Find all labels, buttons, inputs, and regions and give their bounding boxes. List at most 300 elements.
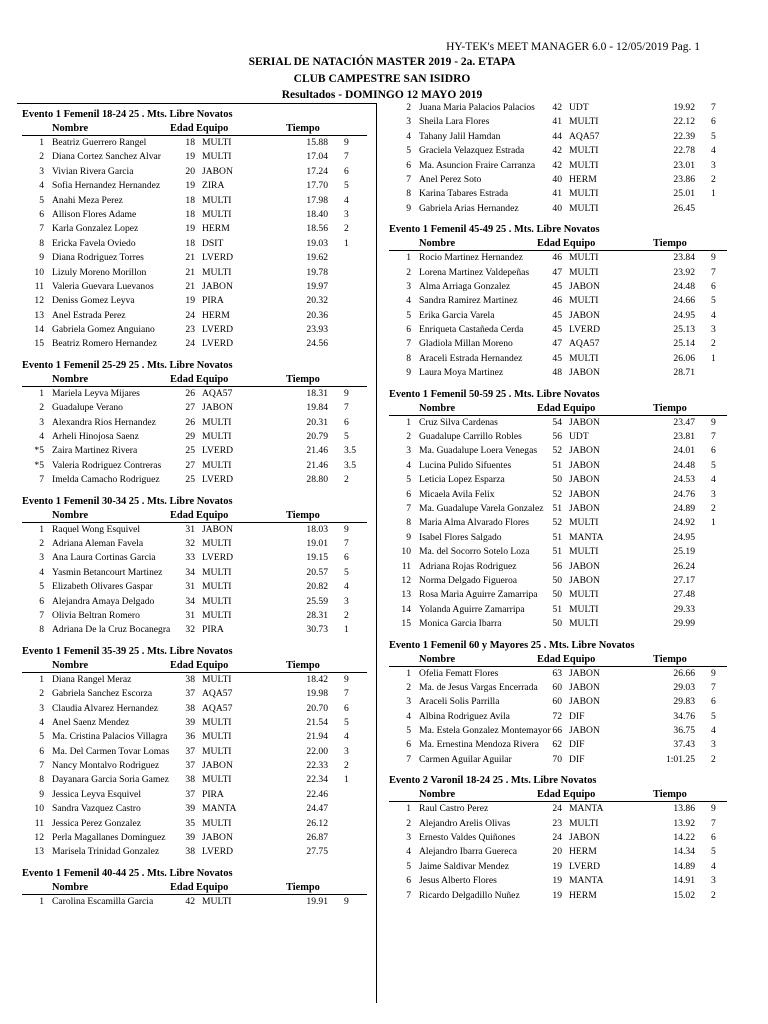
- col-header-tiempo: Tiempo: [286, 659, 320, 671]
- place: 7: [39, 760, 44, 772]
- team: DIF: [569, 710, 585, 722]
- team: JABON: [569, 416, 600, 428]
- time: 25.01: [673, 188, 695, 200]
- team: LVERD: [569, 860, 601, 872]
- place: 5: [406, 474, 411, 486]
- team: MULTI: [202, 566, 232, 578]
- team: JABON: [569, 502, 600, 514]
- meet-venue: CLUB CAMPESTRE SAN ISIDRO: [293, 73, 471, 85]
- result-row: [389, 831, 727, 845]
- place: 5: [39, 581, 44, 593]
- col-header-equipo: Equipo: [563, 238, 596, 250]
- result-row: [22, 266, 367, 280]
- team: JABON: [569, 459, 600, 471]
- swimmer-name: Jesus Alberto Flores: [419, 875, 497, 887]
- points: 3: [344, 745, 349, 757]
- result-row: [389, 724, 727, 738]
- result-row: [389, 667, 727, 681]
- points: 6: [711, 696, 716, 708]
- age: 72: [552, 710, 562, 722]
- swimmer-name: Anahi Meza Perez: [52, 194, 123, 206]
- result-row: [389, 753, 727, 767]
- results-date: Resultados - DOMINGO 12 MAYO 2019: [281, 89, 483, 101]
- age: 37: [185, 760, 195, 772]
- result-row: [22, 716, 367, 730]
- age: 19: [185, 295, 195, 307]
- swimmer-name: Lizuly Moreno Morillon: [52, 266, 147, 278]
- col-header-edad: Edad: [170, 509, 194, 521]
- place: 9: [39, 252, 44, 264]
- place: 2: [39, 537, 44, 549]
- age: 41: [552, 188, 562, 200]
- time: 19.97: [306, 280, 328, 292]
- time: 24.95: [673, 309, 695, 321]
- swimmer-name: Laura Moya Martinez: [419, 367, 504, 379]
- team: MANTA: [569, 803, 604, 815]
- team: JABON: [569, 667, 600, 679]
- age: 25: [185, 445, 195, 457]
- points: 5: [711, 295, 716, 307]
- points: 4: [344, 731, 349, 743]
- place: 1: [406, 667, 411, 679]
- time: 22.46: [306, 788, 328, 800]
- age: 19: [552, 889, 562, 901]
- team: MULTI: [202, 431, 232, 443]
- team: MULTI: [569, 546, 599, 558]
- result-row: [389, 531, 727, 545]
- team: JABON: [569, 488, 600, 500]
- points: 4: [711, 309, 716, 321]
- time: 24.95: [673, 531, 695, 543]
- place: 8: [39, 624, 44, 636]
- time: 21.46: [306, 459, 328, 471]
- result-row: [389, 574, 727, 588]
- age: 32: [185, 537, 195, 549]
- team: MULTI: [569, 295, 599, 307]
- swimmer-name: Micaela Avila Felix: [419, 488, 495, 500]
- time: 24.92: [673, 517, 695, 529]
- swimmer-name: Alejandro Arelis Olivas: [419, 817, 511, 829]
- age: 62: [552, 739, 562, 751]
- place: 11: [401, 560, 411, 572]
- points: 5: [711, 130, 716, 142]
- result-row: [389, 202, 727, 216]
- time: 15.02: [673, 889, 695, 901]
- time: 14.34: [673, 846, 695, 858]
- swimmer-name: Juana Maria Palacios Palacios: [419, 102, 535, 113]
- swimmer-name: Carolina Escamilla Garcia: [52, 895, 154, 907]
- result-row: [389, 130, 727, 144]
- swimmer-name: Gladiola Millan Moreno: [419, 338, 513, 350]
- time: 17.24: [306, 165, 328, 177]
- time: 19.91: [306, 895, 328, 907]
- age: 46: [552, 295, 562, 307]
- event-block: [22, 359, 367, 488]
- points: 6: [711, 832, 716, 844]
- event-block: [22, 108, 367, 352]
- swimmer-name: Ana Laura Cortinas Garcia: [52, 552, 156, 564]
- team: JABON: [569, 367, 600, 379]
- team: AQA57: [202, 387, 233, 399]
- col-header-edad: Edad: [537, 402, 561, 414]
- age: 42: [552, 159, 562, 171]
- team: MULTI: [569, 266, 599, 278]
- result-row: [389, 817, 727, 831]
- col-header-tiempo: Tiempo: [286, 881, 320, 893]
- time: 13.86: [673, 803, 695, 815]
- place: 1: [39, 137, 44, 148]
- col-header-edad: Edad: [170, 881, 194, 893]
- points: 5: [344, 566, 349, 578]
- points: 6: [344, 165, 349, 177]
- time: 30.73: [306, 624, 328, 636]
- team: JABON: [569, 560, 600, 572]
- swimmer-name: Guadalupe Verano: [52, 402, 123, 414]
- col-header-edad: Edad: [170, 659, 194, 671]
- time: 21.94: [306, 731, 328, 743]
- age: 42: [552, 102, 562, 113]
- place: 6: [406, 159, 411, 171]
- result-row: [389, 280, 727, 294]
- time: 13.92: [673, 817, 695, 829]
- swimmer-name: Valeria Rodriguez Contreras: [52, 459, 162, 471]
- points: 9: [344, 895, 349, 907]
- age: 31: [185, 581, 195, 593]
- swimmer-name: Arheli Hinojosa Saenz: [52, 431, 139, 443]
- age: 24: [185, 338, 195, 350]
- time: 18.31: [306, 387, 328, 399]
- age: 26: [185, 387, 195, 399]
- swimmer-name: Dayanara Garcia Soria Gamez: [52, 774, 169, 786]
- place: 6: [39, 745, 44, 757]
- age: 45: [552, 280, 562, 292]
- header-divider: [17, 103, 376, 104]
- time: 26.06: [673, 352, 695, 364]
- result-row: [22, 473, 367, 487]
- team: JABON: [202, 832, 233, 844]
- swimmer-name: Carmen Aguilar Aguilar: [419, 753, 512, 765]
- swimmer-name: Deniss Gomez Leyva: [52, 295, 135, 307]
- time: 28.80: [306, 474, 328, 486]
- team: AQA57: [202, 702, 233, 714]
- place: 1: [39, 895, 44, 907]
- event-block: [389, 639, 727, 768]
- time: 14.89: [673, 860, 695, 872]
- event-title: Evento 1 Femenil 25-29 25 . Mts. Libre Novatos: [22, 359, 233, 371]
- age: 54: [552, 416, 562, 428]
- place: 5: [39, 731, 44, 743]
- age: 56: [552, 560, 562, 572]
- col-header-edad: Edad: [537, 789, 561, 801]
- time: 22.33: [306, 760, 328, 772]
- team: MULTI: [569, 202, 599, 214]
- time: 24.48: [673, 280, 695, 292]
- swimmer-name: Norma Delgado Figueroa: [419, 574, 518, 586]
- age: 38: [185, 673, 195, 685]
- team: PIRA: [202, 788, 224, 800]
- event-title: Evento 1 Femenil 35-39 25 . Mts. Libre Novatos: [22, 645, 233, 657]
- col-header-equipo: Equipo: [563, 653, 596, 665]
- swimmer-name: Beatriz Guerrero Rangel: [52, 137, 147, 148]
- result-row: [22, 222, 367, 236]
- points: 9: [711, 416, 716, 428]
- team: MULTI: [202, 416, 232, 428]
- place: 14: [401, 603, 411, 615]
- time: 27.48: [673, 589, 695, 601]
- place: 1: [406, 252, 411, 264]
- swimmer-name: Ernesto Valdes Quiñones: [419, 832, 516, 844]
- team: MULTI: [202, 673, 232, 685]
- col-header-equipo: Equipo: [196, 509, 229, 521]
- swimmer-name: Allison Flores Adame: [52, 208, 137, 220]
- age: 50: [552, 474, 562, 486]
- age: 21: [185, 266, 195, 278]
- team: MANTA: [569, 531, 604, 543]
- points: 3: [711, 159, 716, 171]
- age: 51: [552, 502, 562, 514]
- time: 17.98: [306, 194, 328, 206]
- team: MULTI: [569, 145, 599, 157]
- team: LVERD: [569, 324, 601, 336]
- column-headers: [389, 653, 727, 667]
- place: 11: [34, 817, 44, 829]
- time: 29.83: [673, 696, 695, 708]
- age: 50: [552, 574, 562, 586]
- col-header-tiempo: Tiempo: [653, 238, 687, 250]
- points: 7: [344, 688, 349, 700]
- time: 25.13: [673, 324, 695, 336]
- col-header-edad: Edad: [170, 373, 194, 385]
- place: 4: [406, 846, 411, 858]
- col-header-name: Nombre: [52, 123, 89, 134]
- place: 8: [39, 237, 44, 249]
- age: 37: [185, 688, 195, 700]
- points: 9: [344, 137, 349, 148]
- swimmer-name: Sandra Vazquez Castro: [52, 803, 141, 815]
- team: JABON: [569, 445, 600, 457]
- swimmer-name: Diana Cortez Sanchez Alvar: [52, 151, 161, 163]
- swimmer-name: Tahany Jalil Hamdan: [419, 130, 501, 142]
- result-row: [389, 560, 727, 574]
- place: 10: [34, 803, 44, 815]
- time: 23.86: [673, 173, 695, 185]
- col-header-name: Nombre: [52, 659, 89, 671]
- age: 38: [185, 846, 195, 858]
- age: 24: [552, 803, 562, 815]
- column-headers: [22, 659, 367, 673]
- time: 23.92: [673, 266, 695, 278]
- result-row: [22, 673, 367, 687]
- place: 9: [406, 367, 411, 379]
- place: 9: [39, 788, 44, 800]
- points: 4: [711, 474, 716, 486]
- place: 8: [406, 352, 411, 364]
- result-row: [389, 430, 727, 444]
- points: 4: [711, 725, 716, 737]
- age: 35: [185, 817, 195, 829]
- age: 50: [552, 589, 562, 601]
- swimmer-name: Rocio Martinez Hernandez: [419, 252, 523, 264]
- swimmer-name: Mariela Leyva Mijares: [52, 387, 140, 399]
- result-row: [22, 430, 367, 444]
- points: 5: [344, 716, 349, 728]
- time: 26.24: [673, 560, 695, 572]
- result-row: [22, 759, 367, 773]
- swimmer-name: Diana Rangel Meraz: [52, 673, 132, 685]
- place: 8: [39, 774, 44, 786]
- place: 13: [34, 846, 44, 858]
- result-row: [22, 337, 367, 351]
- result-row: [22, 802, 367, 816]
- team: MULTI: [202, 194, 232, 206]
- col-header-tiempo: Tiempo: [653, 789, 687, 801]
- place: 3: [39, 702, 44, 714]
- age: 19: [552, 860, 562, 872]
- result-row: [389, 488, 727, 502]
- team: MANTA: [202, 803, 237, 815]
- place: 7: [406, 753, 411, 765]
- points: 6: [344, 552, 349, 564]
- result-row: [22, 595, 367, 609]
- points: 3: [344, 208, 349, 220]
- team: MULTI: [569, 618, 599, 630]
- swimmer-name: Yolanda Aguirre Zamarripa: [419, 603, 525, 615]
- team: UDT: [569, 431, 589, 443]
- time: 23.84: [673, 252, 695, 264]
- time: 19.62: [306, 252, 328, 264]
- swimmer-name: Sheila Lara Flores: [419, 116, 490, 128]
- age: 20: [185, 165, 195, 177]
- age: 60: [552, 696, 562, 708]
- team: MULTI: [569, 116, 599, 128]
- age: 18: [185, 237, 195, 249]
- place: 3: [406, 832, 411, 844]
- place: 2: [406, 102, 411, 113]
- swimmer-name: Claudia Alvarez Hernandez: [52, 702, 159, 714]
- points: 3: [711, 875, 716, 887]
- col-header-equipo: Equipo: [196, 123, 229, 134]
- team: MULTI: [202, 581, 232, 593]
- event-title: Evento 1 Femenil 45-49 25 . Mts. Libre Novatos: [389, 224, 600, 236]
- time: 20.32: [306, 295, 328, 307]
- result-row: [389, 115, 727, 129]
- result-row: [389, 459, 727, 473]
- swimmer-name: Anel Saenz Mendez: [52, 716, 130, 728]
- col-header-name: Nombre: [419, 653, 456, 665]
- team: DIF: [569, 753, 585, 765]
- age: 31: [185, 523, 195, 535]
- team: AQA57: [569, 130, 600, 142]
- age: 36: [185, 731, 195, 743]
- place: 9: [406, 202, 411, 214]
- place: *5: [34, 445, 44, 457]
- place: 2: [406, 431, 411, 443]
- place: 4: [406, 459, 411, 471]
- swimmer-name: Leticia Lopez Esparza: [419, 474, 505, 486]
- team: MULTI: [202, 151, 232, 163]
- swimmer-name: Ma. Estela Gonzalez Montemayor: [419, 725, 551, 737]
- swimmer-name: Alexandra Rios Hernandez: [52, 416, 156, 428]
- points: 2: [711, 502, 716, 514]
- team: MULTI: [569, 252, 599, 264]
- time: 36.75: [673, 725, 695, 737]
- age: 41: [552, 116, 562, 128]
- age: 32: [185, 624, 195, 636]
- time: 25.59: [306, 595, 328, 607]
- points: 9: [711, 252, 716, 264]
- swimmer-name: Imelda Camacho Rodriguez: [52, 474, 160, 486]
- column-divider: [376, 103, 377, 1003]
- time: 27.75: [306, 846, 328, 858]
- place: 6: [406, 488, 411, 500]
- swimmer-name: Sandra Ramirez Martinez: [419, 295, 518, 307]
- time: 20.70: [306, 702, 328, 714]
- points: 6: [711, 280, 716, 292]
- swimmer-name: Anel Perez Soto: [419, 173, 482, 185]
- time: 22.39: [673, 130, 695, 142]
- team: LVERD: [202, 474, 234, 486]
- age: 47: [552, 338, 562, 350]
- points: 9: [344, 523, 349, 535]
- place: 4: [39, 566, 44, 578]
- place: 12: [34, 295, 44, 307]
- age: 31: [185, 609, 195, 621]
- col-header-name: Nombre: [419, 402, 456, 414]
- team: MULTI: [202, 609, 232, 621]
- swimmer-name: Nancy Montalvo Rodriguez: [52, 760, 160, 772]
- column-headers: [389, 788, 727, 802]
- swimmer-name: Rosa Maria Aguirre Zamarripa: [419, 589, 538, 601]
- result-row: [22, 416, 367, 430]
- place: 6: [39, 595, 44, 607]
- age: 60: [552, 681, 562, 693]
- points: 1: [711, 188, 716, 200]
- points: 5: [711, 710, 716, 722]
- team: JABON: [569, 832, 600, 844]
- swimmer-name: Cruz Silva Cardenas: [419, 416, 498, 428]
- swimmer-name: Monica Garcia Ibarra: [419, 618, 502, 630]
- team: MULTI: [202, 459, 232, 471]
- result-row: [22, 523, 367, 537]
- age: 23: [185, 324, 195, 336]
- swimmer-name: Ricardo Delgadillo Nuñez: [419, 889, 520, 901]
- swimmer-name: Ma. Ernestina Mendoza Rivera: [419, 739, 539, 751]
- team: UDT: [569, 102, 589, 113]
- team: MULTI: [202, 817, 232, 829]
- age: 37: [185, 788, 195, 800]
- result-row: [389, 802, 727, 816]
- col-header-tiempo: Tiempo: [653, 402, 687, 414]
- age: 44: [552, 130, 562, 142]
- place: 3: [406, 280, 411, 292]
- swimmer-name: Graciela Velazquez Estrada: [419, 145, 525, 157]
- result-row: [22, 687, 367, 701]
- age: 39: [185, 832, 195, 844]
- swimmer-name: Ericka Favela Oviedo: [52, 237, 136, 249]
- time: 26.12: [306, 817, 328, 829]
- time: 24.47: [306, 803, 328, 815]
- place: *5: [34, 459, 44, 471]
- team: LVERD: [202, 552, 234, 564]
- time: 28.71: [673, 367, 695, 379]
- points: 7: [711, 681, 716, 693]
- swimmer-name: Adriana De la Cruz Bocanegra: [52, 624, 171, 636]
- age: 18: [185, 194, 195, 206]
- swimmer-name: Perla Magallanes Dominguez: [52, 832, 166, 844]
- place: 7: [39, 223, 44, 235]
- time: 14.22: [673, 832, 695, 844]
- team: MANTA: [569, 875, 604, 887]
